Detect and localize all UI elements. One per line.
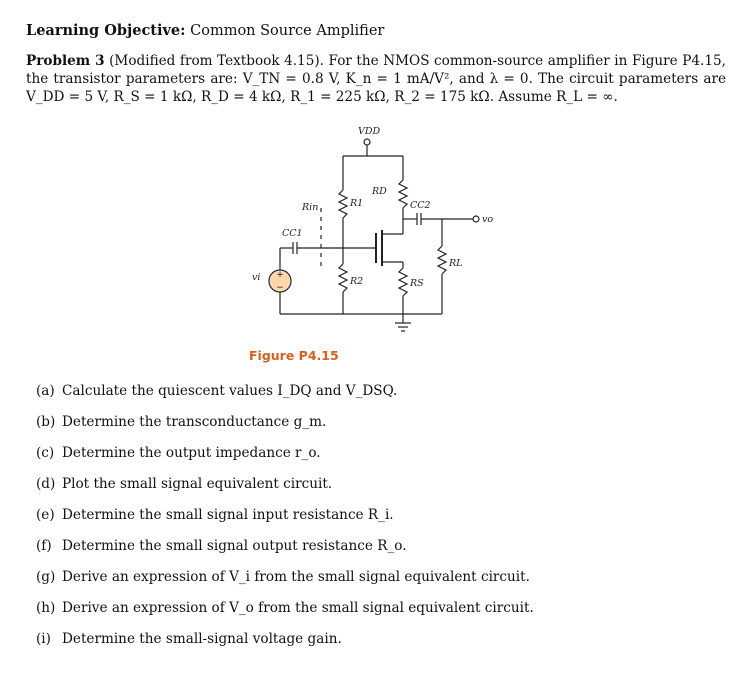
question-label: (a) bbox=[36, 383, 55, 399]
problem-label: Problem 3 bbox=[26, 53, 105, 69]
figure-caption: Figure P4.15 bbox=[249, 348, 339, 363]
problem-statement bbox=[26, 52, 726, 106]
vo-terminal bbox=[473, 216, 479, 222]
question-i bbox=[36, 631, 342, 647]
question-text: Determine the output impedance r_o. bbox=[62, 445, 321, 461]
r2-label: R2 bbox=[350, 276, 364, 287]
vo-label: vo bbox=[482, 214, 494, 225]
r1-label: R1 bbox=[350, 198, 364, 209]
rl-resistor bbox=[438, 246, 446, 274]
question-text: Determine the transconductance g_m. bbox=[62, 414, 327, 430]
rd-label: RD bbox=[372, 186, 387, 197]
question-text: Plot the small signal equivalent circuit. bbox=[62, 476, 333, 492]
problem-text: (Modified from Textbook 4.15). For the NMOS common-source amplifier in Figure P4.15, the transistor parameters are: V_TN = 0.8 V, K_n = 1 mA/V², and λ = 0. The circuit parameters are V_DD = 5 V, R_S = 1 kΩ, R_D = 4 kΩ, R_1 = 225 kΩ, R_2 = 175 kΩ. Assume R_L = ∞. bbox=[26, 53, 726, 105]
svg-text:−: − bbox=[276, 283, 284, 293]
rin-label: Rin bbox=[302, 202, 319, 213]
question-c bbox=[36, 445, 321, 461]
vdd-label: VDD bbox=[358, 126, 381, 137]
question-a bbox=[36, 383, 397, 399]
rs-label: RS bbox=[410, 278, 424, 289]
question-label: (e) bbox=[36, 507, 55, 523]
cc1-label: CC1 bbox=[282, 228, 303, 239]
question-f bbox=[36, 538, 407, 554]
vi-label: vi bbox=[252, 272, 261, 283]
r1-resistor bbox=[339, 190, 347, 218]
circuit-figure bbox=[230, 118, 520, 343]
question-d bbox=[36, 476, 332, 492]
rl-label: RL bbox=[449, 258, 463, 269]
question-e bbox=[36, 507, 394, 523]
question-label: (d) bbox=[36, 476, 56, 492]
question-text: Calculate the quiescent values I_DQ and V_DSQ. bbox=[62, 383, 398, 399]
rd-resistor bbox=[399, 180, 407, 208]
question-b bbox=[36, 414, 326, 430]
question-text: Determine the small-signal voltage gain. bbox=[62, 631, 342, 647]
learning-objective-topic: Common Source Amplifier bbox=[190, 23, 385, 39]
question-label: (g) bbox=[36, 569, 56, 585]
question-label: (h) bbox=[36, 600, 56, 616]
question-h bbox=[36, 600, 534, 616]
question-label: (b) bbox=[36, 414, 56, 430]
question-label: (c) bbox=[36, 445, 55, 461]
question-text: Derive an expression of V_i from the small signal equivalent circuit. bbox=[62, 569, 530, 585]
vdd-terminal bbox=[364, 139, 370, 145]
cc2-label: CC2 bbox=[410, 200, 431, 211]
question-g bbox=[36, 569, 530, 585]
question-label: (f) bbox=[36, 538, 52, 554]
rs-resistor bbox=[399, 268, 407, 296]
question-label: (i) bbox=[36, 631, 51, 647]
learning-objective-label: Learning Objective: bbox=[26, 22, 186, 39]
question-text: Determine the small signal input resistance R_i. bbox=[62, 507, 394, 523]
question-text: Determine the small signal output resistance R_o. bbox=[62, 538, 407, 554]
svg-text:+: + bbox=[276, 270, 284, 280]
question-text: Derive an expression of V_o from the small signal equivalent circuit. bbox=[62, 600, 534, 616]
r2-resistor bbox=[339, 264, 347, 292]
learning-objective bbox=[26, 22, 384, 39]
